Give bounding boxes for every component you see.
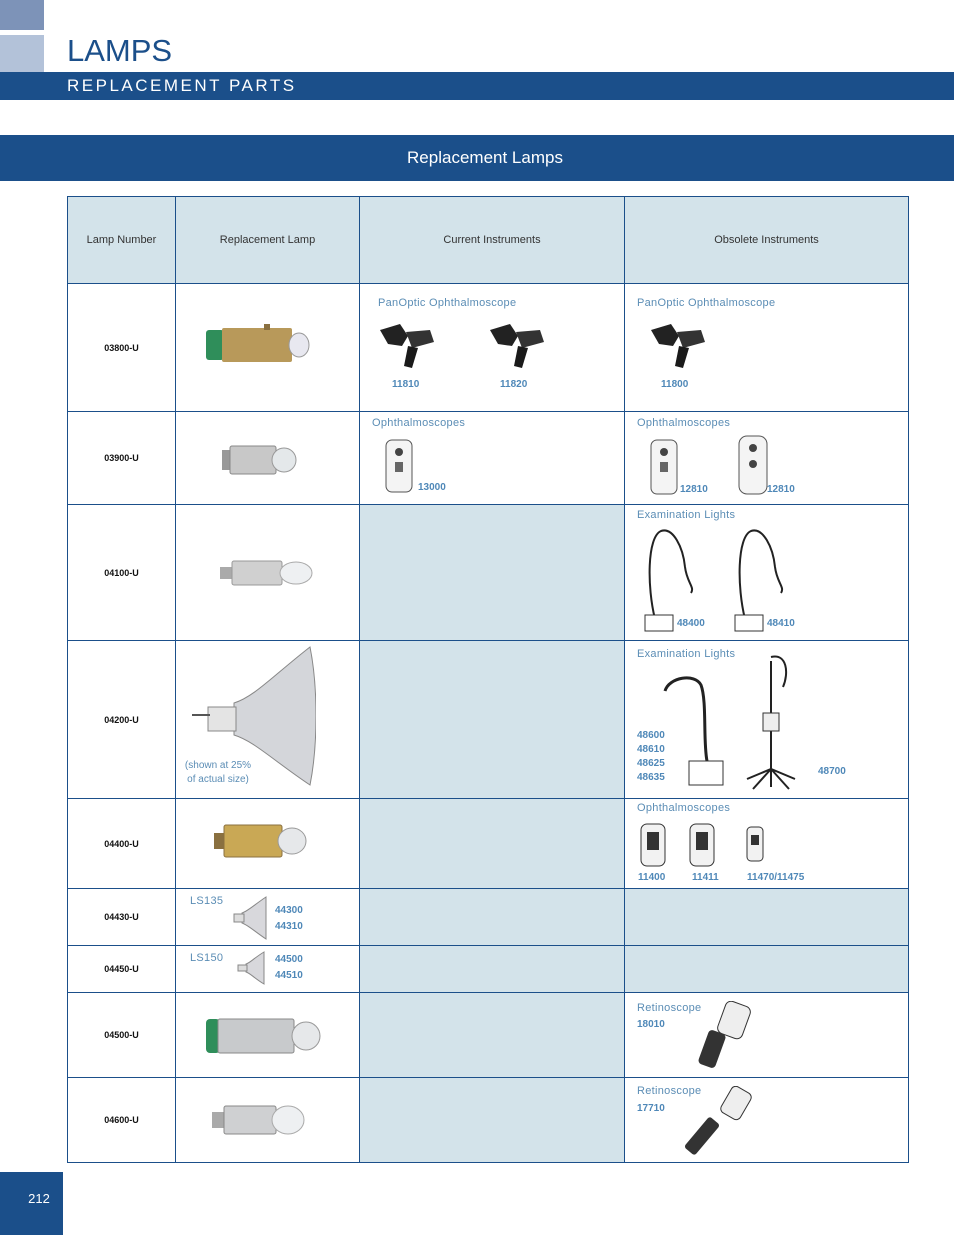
lamp-bulb-image [204, 1015, 322, 1057]
model-number: 11400 [638, 872, 666, 883]
lamp-bulb-image [220, 442, 300, 478]
obsolete-instruments-cell [625, 284, 909, 412]
corner-tab-lower [0, 35, 44, 72]
current-instruments-cell [360, 505, 625, 641]
model-number: 17710 [637, 1103, 665, 1114]
col-header-current-instruments: Current Instruments [360, 197, 625, 284]
lamp-image-cell [176, 799, 360, 889]
lamp-number: 03800-U [68, 284, 176, 412]
lamp-bulb-image [218, 557, 314, 589]
current-instruments-cell [360, 641, 625, 799]
col-header-lamp-number: Lamp Number [68, 197, 176, 284]
instrument-label: PanOptic Ophthalmoscope [637, 297, 776, 309]
obsolete-instruments-cell [625, 1078, 909, 1163]
model-number: 48700 [818, 766, 846, 777]
lamp-number: 04500-U [68, 993, 176, 1078]
panoptic-ophthalmoscope-image [649, 322, 709, 372]
retinoscope-image [685, 1086, 757, 1156]
current-instruments-cell [360, 799, 625, 889]
lamp-number: 04100-U [68, 505, 176, 641]
lamp-bulb-image [210, 1102, 306, 1138]
instrument-label: Retinoscope [637, 1085, 702, 1097]
reflector-lamp-image [228, 895, 268, 941]
lamp-number: 04200-U [68, 641, 176, 799]
scale-note: (shown at 25% of actual size) [184, 760, 252, 785]
model-number: 18010 [637, 1019, 665, 1030]
lamp-image-cell [176, 505, 360, 641]
model-number: 11820 [500, 379, 528, 390]
ophthalmoscope-image [688, 822, 716, 868]
lamp-number: 04600-U [68, 1078, 176, 1163]
ophthalmoscope-image [384, 438, 414, 494]
instrument-label: Retinoscope [637, 1002, 702, 1014]
ophthalmoscope-image [639, 822, 667, 868]
obsolete-instruments-cell [625, 993, 909, 1078]
lamp-number: 04430-U [68, 889, 176, 946]
table-row [68, 284, 909, 412]
lamp-label: LS135 [190, 895, 224, 907]
lamp-image-cell [176, 641, 360, 799]
lamp-image-cell [176, 889, 360, 946]
retinoscope-image [695, 1001, 761, 1071]
table-row [68, 412, 909, 505]
col-header-obsolete-instruments: Obsolete Instruments [625, 197, 909, 284]
corner-tab-top [0, 0, 44, 30]
table-row [68, 889, 909, 946]
lamp-image-cell [176, 412, 360, 505]
current-instruments-cell [360, 993, 625, 1078]
page-subtitle: REPLACEMENT PARTS [67, 76, 297, 95]
table-row [68, 505, 909, 641]
obsolete-instruments-cell [625, 641, 909, 799]
model-number: 11411 [692, 872, 719, 883]
page-title: LAMPS [67, 33, 173, 68]
model-number: 44500 44510 [275, 954, 303, 981]
current-instruments-cell [360, 284, 625, 412]
instrument-label: Examination Lights [637, 648, 736, 660]
examination-light-image [657, 671, 727, 787]
instrument-label: Ophthalmoscopes [637, 417, 731, 429]
model-number: 13000 [418, 482, 446, 493]
lamp-image-cell [176, 1078, 360, 1163]
table-row [68, 946, 909, 993]
table-row [68, 993, 909, 1078]
table-row [68, 1078, 909, 1163]
current-instruments-cell [360, 946, 625, 993]
table-row [68, 799, 909, 889]
panoptic-ophthalmoscope-image [378, 322, 438, 372]
page-number: 212 [28, 1191, 50, 1206]
obsolete-instruments-cell [625, 799, 909, 889]
instrument-label: PanOptic Ophthalmoscope [378, 297, 517, 309]
ophthalmoscope-image [737, 434, 769, 496]
table-header-row [68, 197, 909, 284]
model-number: 48400 [677, 618, 705, 629]
instrument-label: Ophthalmoscopes [637, 802, 731, 814]
model-number: 44300 44310 [275, 905, 303, 932]
obsolete-instruments-cell [625, 412, 909, 505]
model-number: 11470/11475 [747, 872, 805, 883]
obsolete-instruments-cell [625, 889, 909, 946]
lamp-bulb-image [204, 322, 314, 370]
lamp-image-cell [176, 284, 360, 412]
section-title: Replacement Lamps [407, 148, 563, 167]
current-instruments-cell [360, 1078, 625, 1163]
obsolete-instruments-cell [625, 505, 909, 641]
model-number: 48600 48610 48625 48635 [637, 730, 665, 783]
ophthalmoscope-image [649, 438, 679, 496]
reflector-lamp-image [234, 950, 266, 986]
col-header-replacement-lamp: Replacement Lamp [176, 197, 360, 284]
lamp-image-cell [176, 946, 360, 993]
examination-light-stand-image [743, 655, 807, 791]
lamp-number: 03900-U [68, 412, 176, 505]
current-instruments-cell [360, 412, 625, 505]
lamp-bulb-image [212, 823, 308, 859]
model-number: 11800 [661, 379, 689, 390]
model-number: 11810 [392, 379, 420, 390]
panoptic-ophthalmoscope-image [488, 322, 548, 372]
lamp-image-cell [176, 993, 360, 1078]
current-instruments-cell [360, 889, 625, 946]
model-number: 48410 [767, 618, 795, 629]
obsolete-instruments-cell [625, 946, 909, 993]
lamp-label: LS150 [190, 952, 224, 964]
lamp-number: 04450-U [68, 946, 176, 993]
model-number: 12810 [680, 484, 708, 495]
replacement-lamps-table [67, 196, 909, 1163]
lamp-number: 04400-U [68, 799, 176, 889]
model-number: 12810 [767, 484, 795, 495]
instrument-label: Examination Lights [637, 509, 736, 521]
table-row [68, 641, 909, 799]
ophthalmoscope-image [745, 825, 765, 863]
instrument-label: Ophthalmoscopes [372, 417, 466, 429]
